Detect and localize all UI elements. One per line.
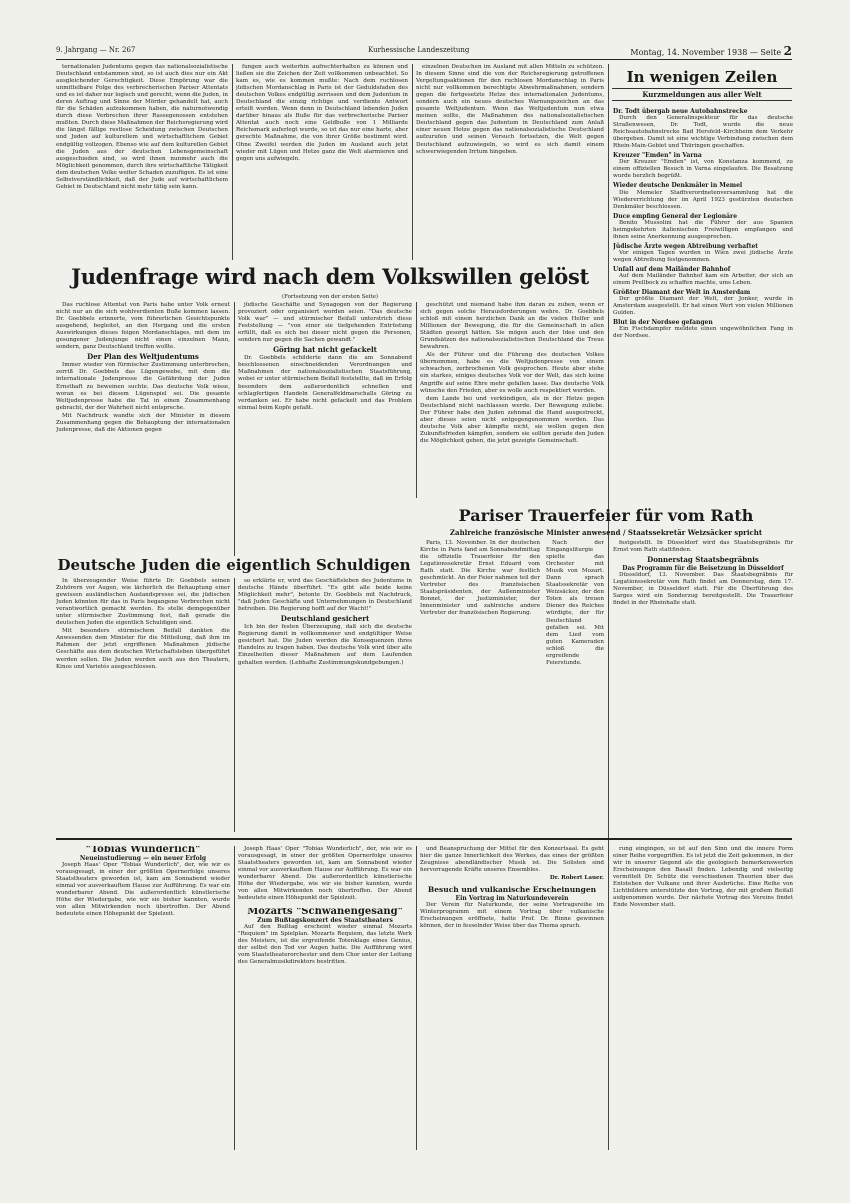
paris-article-col3: festgestellt. In Düsseldorf wird das Staatsbegräbnis für Ernst vom Rath stattfinden. Donnerstag Staatsbegräbnis Das Programm für die Beisetzung in Düsseldorf Düsseldorf, 13. November. Das Staatsbegräbnis für Legationssekretär vom Rath findet am Donnerstag, dem 17. November, in Düsseldorf statt. Für die Überführung des Sarges wird ein Sonderzug bereitgestellt. Die Trauerfeier findet in der Rheinhalle statt. [613, 540, 793, 607]
main-headline: Judenfrage wird nach dem Volkswillen gelöst [71, 264, 589, 289]
main-article-col1: Das ruchlose Attentat von Paris habe unter Volk erneut nicht nur an die sich wohlverdienten Buße kommen lassen. Dr. Goebbels erinnerte, vom führerlichen Gesichtspunkte ausgehend, begleitet, an den Hergang und die ersten Auswirkungen dieses feigen Mordanschlages, mit dem im gesungener Judenjunge nicht einen einzelnen Mann, sondern, ganz Deutschland treffen wollte. Der Plan des Weltjudentums Immer wieder von fürmischer Zustimmung unterbrochen, zerriß Dr. Goebbels das Lügengewebe, mit dem die internationale Judenpresse die Gefährdung der Juden Ernsthaft zu beweinen suchte. Das deutsche Volk wisse, woran es bei diesem Lügenspiel sei. Die gesamte Weltjudenpresse habe die Tat in einen Zusammenhang gebracht, der der Wahrheit nicht entspreche. Mit Nachdruck wandte sich der Minister in diesem Zusammenhang gegen die Behauptung der internationalen Judenpresse, daß die Aktionen gegen [56, 302, 230, 433]
main-source-note: (Fortsetzung von der ersten Seite) [281, 294, 379, 300]
header-volume: 9. Jahrgang — Nr. 267 [56, 46, 136, 54]
brief-heading: Kreuzer "Emden" in Varna [613, 152, 702, 160]
mozart-article: Mozarts "Schwanengesang" Zum Bußtagskonzert des Staatstheaters Auf den Bußtag erscheint wieder einmal Mozarts "Requiem" im Spielplan. Mozarts Requiem, das letzte Werk des Meisters, ist die ergreifende Totenklage eines Genius, der selbst den Tod vor Augen hatte. Die Aufführung wird vom Staatstheaterorchester und dem Chor unter der Leitung des Generalmusikdirektors bestritten. [238, 908, 412, 1150]
brief-text: Auf dem Mailänder Bahnhof kam ein Arbeiter, der sich an einem Prellbock zu schaffen machte, ums Leben. [613, 273, 793, 287]
tobias-article: "Tobias Wunderlich" Neueinstudierung — ein neuer Erfolg Joseph Haas' Oper "Tobias Wunderlich", der, wie wir es vorausgesagt, in einer der größten Opernerfolge unseres Staatstheaters geworden ist, kam am Sonnabend wieder einmal vor ausverkauftem Hause zur Aufführung. Es war ein wunderbarer Abend. Die außerordentlich künstlerische Höhe der Wiedergabe, wie wir sie bisher kannten, wurde von allen Mitwirkenden noch übertroffen. Der Abend bedeutete einen Höhepunkt der Spielzeit. [56, 846, 230, 918]
col-divider [412, 64, 413, 260]
paris-article-col1: Paris, 13. November. In der deutschen Kirche in Paris fand am Sonnabendmittag die offizielle Trauerfeier für den Legationssekretär Ernst Eduard vom Rath statt. Die Kirche war festlich geschmückt. An der Feier nahmen teil der Vertreter des französischen Staatspräsidenten, der Außenminister Bonnet, der Justizminister, der Innenminister und zahlreiche andere Vertreter der französischen Regierung. [420, 540, 540, 617]
juden-headline: Deutsche Juden die eigentlich Schuldigen [57, 556, 411, 574]
article-col3-top: einzelnen Deutschen im Ausland mit allen Mitteln zu schützen. In diesem Sinne sind die von der Reichsregierung getroffenen Vergeltungsaktionen für den ruchlosen Mordanschlag in Paris nicht nur vollkommen berechtigte Abwehrmaßnahmen, sondern gegen die fortgesetzte Hetze des internationalen Judentums, sondern auch ein neues deutsches Warnungszeichen an das gesamte Weltjudentum. Wenn das Weltjudentum nun etwa meinen sollte, die Maßnahmen des nationalsozialistischen Deutschland gegen das Judentum in Deutschland zum Anlaß einer neuen Hetze gegen das nationalsozialistische Deutschland aufzurufen und seinen Versuch fortsetzen, die Welt gegen Deutschland aufzuwiegeln, so wird es sich damit einem schwerwiegenden Irrtum hingeben. [416, 64, 604, 155]
article-col1-top: ternationalen Judentums gegen das nationalsozialistische Deutschland entstammen sind, so ist auch dies nur ein Akt ausgleichender Gerechtigkeit. Diese Empörung war die unmittelbare Folge des verbrecherischen Pariser Attentats und es ist daher nur logisch und gerecht, wenn die Juden, in deren Auftrag und Sinne der Mörder gehandelt hat, auch für die Schäden aufzukommen haben, die naturnotwendig durch diese Verbrechen ihrer Rassegenossen entstehen mußten. Durch diese Maßnahmen der Reichsregierung wird die längst fällige restlose Scheidung zwischen Deutschen und Juden auf kulturellem und wirtschaftlichem Gebiet endgültig vollzogen. Ebenso wie auf dem kulturellen Gebiet die Juden aus der deutschen Lebensgemeinschaft ausgeschieden sind, so wird ihnen nunmehr auch die Möglichkeit genommen, durch ihre wirtschaftliche Tätigkeit dem deutschen Volke weiter Schaden zuzufügen. Es ist eine Selbstverständlichkeit, daß der Jude auf wirtschaftlichem Gebiet in Deutschland nicht mehr tätig sein kann. [56, 64, 228, 190]
header-rule [56, 59, 792, 60]
brief-text: Der Kreuzer "Emden" ist, von Konstanza kommend, zu einem offiziellen Besuch in Varna eingelaufen. Die Besatzung wurde herzlich begrüßt. [613, 159, 793, 180]
col-divider [416, 846, 417, 1150]
main-article-col2: jüdische Geschäfte und Synagogen von der Regierung provoziert oder organisiert worden seien. "Das deutsche Volk war" — und stürmischer Beifall unterstrich diese Feststellung — "von einer sie tiefgehenden Entrüstung erfüllt, daß es sich bei dieser nicht gegen die Personen, sondern nur gegen die Sachen gewandt." Göring hat nicht gefackelt Dr. Goebbels schilderte dann die am Sonnabend beschlossenen einschneidenden Verordnungen und Maßnahmen der nationalsozialistischen Staatsführung, wobei er unter stürmischem Beifall feststellte, daß im Erfolg besonders dem außerordentlich schnellen und schlagfertigen Handeln Generalfeldmarschalls Göring zu verdanken sei. Er habe nicht gefackelt und das Problem einmal beim Kopfe gefaßt. [238, 302, 412, 411]
col-divider-right [608, 64, 609, 894]
brief-text: Die Memeler Stadtverordnetenversammlung hat die Wiedererrichtung der im April 1923 gestürzten deutschen Denkmäler beschlossen. [613, 189, 793, 210]
paris-headline: Pariser Trauerfeier für vom Rath [458, 506, 754, 525]
juden-article-col2: so erklärte er, wird das Geschäftsleben des Judentums in deutsche Hände überführt. "Es gibt alle beide keine Möglichkeit mehr", betonte Dr. Goebbels mit Nachdruck, "daß Juden Geschäfte und Unternehmungen in Deutschland betreiben. Die Regierung hofft auf der Wacht!" Deutschland gesichert Ich bin der festen Überzeugung, daß sich die deutsche Regierung damit in vollkommener und endgültiger Weise gesichert hat. Die Juden werden die Konsequenzen ihres Handelns zu tragen haben. Das deutsche Volk wird über alle Einzelheiten dieser Maßnahmen auf dem Laufenden gehalten werden. (Lebhafte Zustimmungskundgebungen.) [238, 578, 412, 666]
col-divider [234, 846, 235, 1150]
brief-heading: Größter Diamant der Welt in Amsterdam [613, 289, 751, 297]
mozart-article-col2: und Beanspruchung der Mittel für den Konzertsaal. Es geht hier die ganze Innerlichkeit des Werkes, das eines der größten Zeugnisse abendländischer Musik ist. Die Solisten sind hervorragende Kräfte unseres Ensembles. Dr. Robert Lauer. Besuch und vulkanische Erscheinungen Ein Vortrag im Naturkundeverein Der Verein für Naturkunde, der seine Vortragsreihe im Winterprogramm mit einem Vortrag über vulkanische Erscheinungen eröffnete, hatte Prof. Dr. Rinne gewinnen können, der in fesselnder Weise über das Thema sprach. [420, 846, 604, 930]
news-briefs-header [612, 68, 792, 101]
paris-article-col2: Nach der Eingangsliturgie spielte das Orchester mit Musik von Mozart. Dann sprach Staatssekretär von Weizsäcker, der den Toten als treuen Diener des Reiches würdigte, der für Deutschland gefallen sei. Mit dem Lied vom guten Kameraden schloß die ergreifende Feierstunde. [546, 540, 604, 666]
brief-heading: Blut in der Nordsee gefangen [613, 319, 713, 327]
brief-text: Durch den Generalinspekteur für das deutsche Straßenwesen, Dr. Todt, wurde die neue Reichsautobahnstrecke Bad Hersfeld–Kirchheim dem Verkehr übergeben. Damit ist eine wichtige Verbindung zwischen dem Rhein-Main-Gebiet und Thüringen geschaffen. [613, 115, 793, 150]
section-heading: Der Plan des Weltjudentums [87, 352, 199, 362]
col-divider [416, 302, 417, 498]
tobias-article-cont: Joseph Haas' Oper "Tobias Wunderlich", der, wie wir es vorausgesagt, in einer der größten Opernerfolge unseres Staatstheaters geworden ist, kam am Sonnabend wieder einmal vor ausverkauftem Hause zur Aufführung. Es war ein wunderbarer Abend. Die außerordentlich künstlerische Höhe der Wiedergabe, wie wir sie bisher kannten, wurde von allen Mitwirkenden noch übertroffen. Der Abend bedeutete einen Höhepunkt der Spielzeit. [238, 846, 412, 902]
news-briefs-subtitle: Kurzmeldungen aus aller Welt [612, 88, 792, 101]
article-col2-top: fungen auch weiterhin aufrechterhalten zu können und ließen sie die Zeichen der Zeit vollkommen unbeachtet. So kam es, wie es kommen mußte: Nach dem ruchlosen jüdischen Mordanschlag in Paris ist der Geduldsfaden des deutschen Volkes endgültig zerrissen und dem Judentum in Deutschland die einzig richtige und verdiente Antwort erteilt worden. Wenn denn in Deutschland lebenden Juden darüber hinaus als Buße für das verbrecherische Pariser Attentat auch noch eine Geldbuße von 1 Milliarde Reichsmark auferlegt wurde, so ist das nur eine harte, aber gerechte Maßnahme, die von ihrer Größe bestimmt wird. Ohne Zweifel werden die Juden im Ausland auch jetzt wieder mit Lügen und Hetze ganz die Welt alarmieren und gegen uns aufwiegeln. [236, 64, 408, 162]
juden-article-col1: In überzeugender Weise führte Dr. Goebbels seinen Zuhörern vor Augen, wie lächerlich die Behauptung einer gewissen ausländischen Auslandspresse sei, die jüdischen Juden könnten für das in Paris begangene Verbrechen nicht verantwortlich gemacht werden. Es stelle demgegenüber unter stürmischer Zustimmung fest, daß gerade die deutschen Juden die eigentlich Schuldigen sind. Mit besonders stürmischem Beifall dankten die Anwesenden dem Minister für die Mitteilung, daß ihm im Rahmen der jetzt ergriffenen Maßnahmen jüdische Geschäfte aus dem deutschen Wirtschaftsleben übergeführt werden sollen. Die Juden werden auch aus den Theatern, Kinos und Varietés ausgeschlossen. [56, 578, 230, 670]
header-masthead: Kurhessische Landeszeitung [368, 46, 470, 54]
section-heading: Deutschland gesichert [280, 614, 370, 624]
feuilleton-rule [56, 838, 792, 840]
paris-subheadline: Zahlreiche französische Minister anwesend / Staatssekretär Weizsäcker spricht [449, 528, 763, 537]
col-divider [608, 846, 609, 1150]
brief-heading: Unfall auf dem Mailänder Bahnhof [613, 265, 731, 273]
brief-heading: Wieder deutsche Denkmäler in Memel [613, 182, 743, 190]
page-header [56, 44, 792, 58]
brief-heading: Duce empfing General der Legionäre [613, 212, 738, 220]
vulkan-article-cont: rung eingingen, so ist auf den Sinn und die innere Form einer Reihe vorgegriffen. Es ist jetzt die Zeit gekommen, in der wir in unserer Gegend als die geologisch bemerkenswerten Erscheinungen den Basalt finden. Lebendig und vielseitig vermittelt Dr. Schütz die verschiedenen Theorien über das Entstehen der Vulkane und ihrer Ausbrüche. Eine Reihe von Lichtbildern unterstützte den Vortrag, der mit großem Beifall aufgenommen wurde. Der nächste Vortrag des Vereins findet Ende November statt. [613, 846, 793, 909]
col-divider [234, 302, 235, 556]
header-date: Montag, 14. November 1938 — Seite 2 [630, 44, 792, 58]
section-heading: Donnerstag Staatsbegräbnis [647, 555, 759, 565]
brief-text: Ein Fischdampfer meldete einen ungewöhnlichen Fang in der Nordsee. [613, 326, 793, 340]
brief-heading: Dr. Todt übergab neue Autobahnstrecke [613, 108, 748, 115]
header-page-number: 2 [783, 44, 792, 58]
section-heading: Göring hat nicht gefackelt [273, 345, 377, 355]
brief-text: Der größte Diamant der Welt, der Jonker, wurde in Amsterdam ausgestellt. Er hat einen Wert von vielen Millionen Gulden. [613, 296, 793, 317]
col-divider [232, 64, 233, 260]
col-divider [234, 578, 235, 832]
brief-text: Vor einigen Tagen wurden in Wien zwei jüdische Ärzte wegen Abtreibung festgenommen. [613, 249, 793, 263]
news-briefs-title: In wenigen Zeilen [626, 68, 778, 86]
brief-heading: Jüdische Ärzte wegen Abtreibung verhaftet [613, 242, 759, 250]
main-article-col3: geschützt und niemand habe ihm daran zu zuben, wenn er sich gegen solche Herausforderungen wehre. Dr. Goebbels schloß mit einem herzlichen Dank an die vielen Helfer und Millionen der Bewegung, die für die Gemeinschaft in allen Städten gesorgt hätten. Sie mögen auch der Idee und den Grundsätzen des nationalsozialistischen Deutschland die Treue bewahren. Als der Führer und die Führung des deutschen Volkes übernommen, habe es die Weltjudenpresse von einem schwachen, zerbrochenen Volk gesprochen. Heute aber stehe ein starkes, einiges deutsches Volk vor der Welt, das sich keine Angriffe auf seine Ehre mehr gefallen lasse. Das deutsche Volk wünsche den Frieden, aber es wolle auch respektiert werden. dem Lande bei und verkündigen, als in der Hetze gegen Deutschland nicht nachlassen werde. Der Bewegung zuliebe. Der Führer habe den Juden zehnmal die Hand ausgestreckt, aber dieses seien nicht entgegengenommen worden. Das deutsche Volk aber kämpfte nicht, sie wollen gegen den Zukunftsfrieden kämpfen, sondern sie sollten gerade den Juden die Möglichkeit geben, die jetzt gezeigte Gemeinschaft. [420, 302, 604, 444]
brief-text: Benito Mussolini hat die Führer der aus Spanien heimgekehrten italienischen Freiwilligen empfangen und ihnen seine Anerkennung ausgesprochen. [613, 219, 793, 240]
